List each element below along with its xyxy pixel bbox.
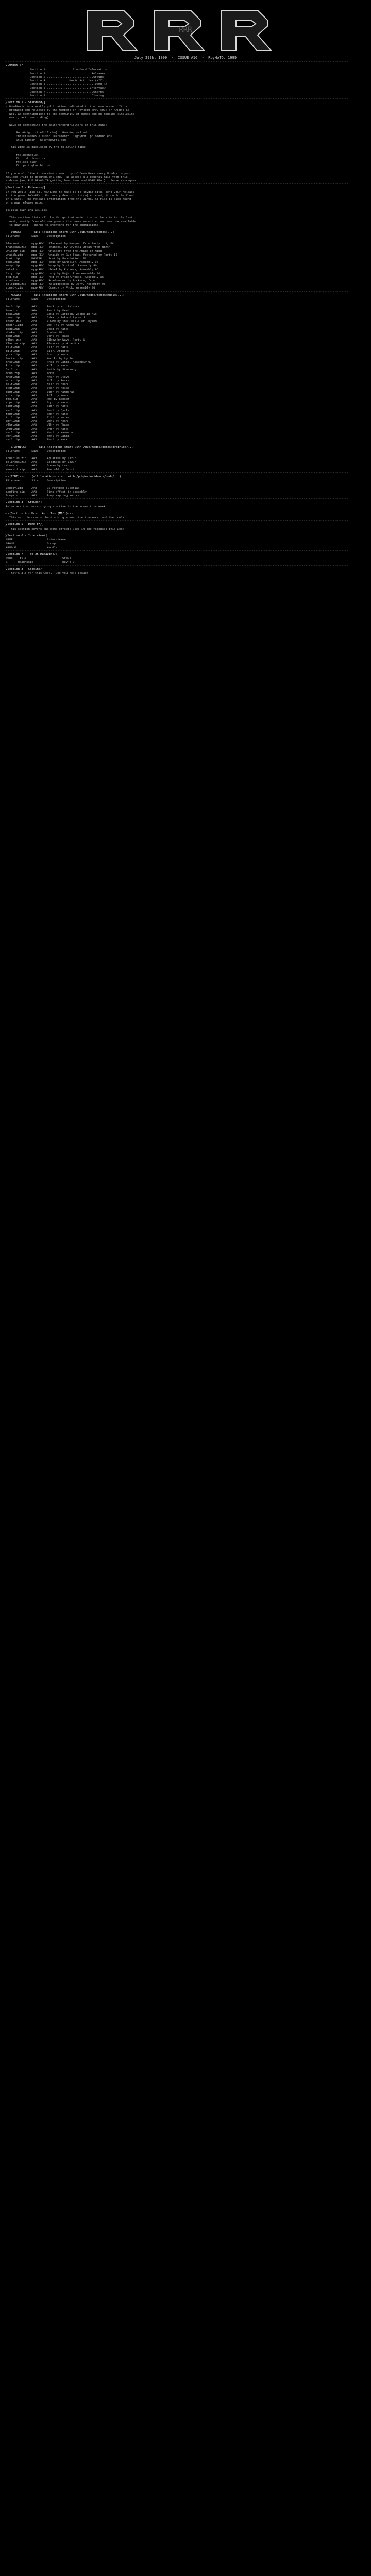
section-body: NAME Interviewee GROUP Group HANDLE Handle [6, 538, 66, 549]
section-title: ---(CODE)--- (all locations start with /pub/msdos/demos/code/...) [4, 475, 122, 478]
section-rule: -------------------------------------------------------------------------------------------------------------------------------------------------------------------------------------------------------- [4, 227, 348, 230]
section-body: Rank Title Group 1 RoadMusic RoyHoTO [6, 556, 75, 564]
section-body: Filename Size Description 3dpoly.zip AA3 3D Polygon Tutorial asmfire.zip AA3 Fire effect in assembly bumps.zip AA3 Bump mapping source [6, 479, 87, 497]
section-title: ---(GRAPHICS)--- (all locations start with /pub/msdos/demos/graphics/...) [4, 445, 135, 449]
section-title: [/Section 3 - Groups/] [4, 501, 42, 504]
section-title: ---(MUSIC)--- (all locations start with /pub/msdos/demos/music/...) [4, 293, 125, 297]
section-rule: -------------------------------------------------------------------------------------------------------------------------------------------------------------------------------------------------------- [4, 290, 348, 293]
section-rule: -------------------------------------------------------------------------------------------------------------------------------------------------------------------------------------------------------- [4, 564, 348, 567]
issue-info-line: July 29th, 1999 - ISSUE #16 - RoyHoTO, 1999 [134, 56, 237, 60]
logo-text: RRR [179, 26, 192, 34]
section-rule: -------------------------------------------------------------------------------------------------------------------------------------------------------------------------------------------------------- [4, 530, 348, 534]
section-title: [/Section 1 - Standard/] [4, 101, 46, 105]
section-rule: -------------------------------------------------------------------------------------------------------------------------------------------------------------------------------------------------------- [4, 519, 348, 523]
section-title: ---(DEMOS)--- (all locations start with /pub/msdos/demos/...) [4, 230, 114, 234]
section-body: Filename Size Description aquarius.zip AA3 Aquarius by Lazur baldness.zip AA3 Baldness by Lazur dream.zip AA3 Dream by Lazur emerald.zip AA3 Emerald by Danti [6, 449, 76, 471]
section-rule: -------------------------------------------------------------------------------------------------------------------------------------------------------------------------------------------------------- [4, 442, 348, 445]
section-title: ---(Section 4 - Music Articles (MIC))--- [4, 512, 73, 515]
section-title: [/Section 6 - Interview/] [4, 534, 47, 537]
document-page [0, 0, 371, 575]
section-title: [/CONTENTS/] [4, 64, 25, 67]
section-title: [/Section 5 - Demo FX/] [4, 523, 44, 527]
section-body: - RoadMusic is a weekly publication dedicated to the demo scene. It is produced and released by the members of RoyHoTO (PVC ROOT or MARRY) as well as contributions to the community of demos and pc-modding (including music, art, and coding). - Ways of contacting the editors/contributors of this zine: Roo-Wright (theTolltobo): RoadMop.srl.edu ChristiaaneS & Music Testament: CTgoyNotu.pc.oldsnd.edu Stub Tamper: STerjm@wrml.com This zine is discussed by the following fips: ftp.glonde.cl ftp.ind.oldsnd.cs ftp.sce.qiar ftp.perthqbashbir.de If you would like to receive a new copy of Demo News every Monday to your mailbox write to RoadMop.srl.edu. We accept all general mail from this address (and RLP DEMOS YB getting Demo News and MORE REV!) please re-request! [6, 105, 140, 182]
logo-art [77, 5, 294, 55]
section-rule: -------------------------------------------------------------------------------------------------------------------------------------------------------------------------------------------------------- [4, 508, 348, 512]
section-body: Filename Size Description bmr3.zip AA3 Bmr3 by Mr. Balance baart.zip AAA Baart by Kesh baka.zip AA3 Baka by Cartoon, Zeppelin Mix c-ma.zip AA3 C-Ma by Inka & Pyramid cfsmr.zip AA3 CFSMR by the People of Rhythm dmxtrl.zip AA3 Dmx Trl by Kammerad dogg.zip AA3 Dogg by Nate drmkmr.zip AA3 Drmkmr Mix dsnt.zip AA3 Dsnt by Phase elbow.zip AA3 Elbow by Wave, Party 1 flavrsv.zip AA3 Flavrsv by Hope Mix fplr.zip AA3 Fplr by Mark gilr.zip AA3 Gilr, Arthrex grrr.zip AA3 Grrr by Kesh hmctkr.zip AA3 Hmctkr by Cycle hrse.zip AA3 Hrse by Danti, Assembly 97 knlr.zip AA3 Knlr by Hare lmtlr.zip AA3 Lmtlr by Starsong mchn.zip AA3 Mchn mnsr.zip AA3 Mnsr by Steve mplr.zip AA3 Mplr by Rocker nglr.zip AA3 Nglr by Kesh okgr.zip AA3 Okgr by Noise qlmr.zip AA3 Qlmr by Kammerad rdlr.zip AA3 Rdlr by Mono rmx.zip AA3 Rmx by Sensor scpr.zip AA3 Scpr by Hare slmr.zip AA3 Slmr by Mark smrl.zip AA3 Smrl by Cycle tmbr.zip AA3 Tmbr by Nate trtl.zip AA3 Trtl by Noise umrl.zip AA3 Umrl by Kesh vlkr.zip AA3 Vlkr by Phase wrmr.zip AA3 Wrmr by Nate xmrl.zip AA3 Xmrl by Kammerad ymrl.zip AA3 Ymrl by Danti zmrl.zip AA3 Zmrl by Mark [6, 297, 97, 442]
section-body: This section covers the demo effects used in the releases this week. [4, 527, 126, 531]
section-rule: -------------------------------------------------------------------------------------------------------------------------------------------------------------------------------------------------------- [4, 60, 348, 63]
section-body: Filename Size Description blackout.zip mpg-REV Blackout by Marque, from Party 1.1, PC tranceiu.zip mpg-REV Tranceiu by Crystal Dream from Ninth whispur.zip mpg-REV Whispers from the Amiga of Mind wraith.zip mpg-REV Wraith by Sys Team, featured on Party II boot.zip MASTER Boot by Foundation, PC oops.zip mpg-REV oops by Sanction, Assembly 96 wasp.zip mpg-REV Wasp by Virtual, Assembly 96 ukkel.zip mpg-REV Ukkel by Rockers, Assembly 96 lazy.zip mpg-REV Lazy by Maja, from Assembly 96 rxd.zip mpg-REV rxd by Triton/Mekka, Assembly 96 roadrunr.zip mpg-REV Roadrunner by Rockers, from kaleidop.zip mpg-REV Kaleidoscope by Jeff, Assembly 96 comedy.zip mpg-REV Comedy by Fnok, Assembly 96 [6, 234, 117, 290]
section-title: [/Section 8 - Closing/] [4, 567, 44, 571]
section-rule: -------------------------------------------------------------------------------------------------------------------------------------------------------------------------------------------------------- [4, 471, 348, 474]
section-body: This article covers the tracking scene, the trackers, and the tools. [4, 516, 126, 520]
sections-container [4, 60, 367, 575]
section-title: [/Section 2 - Releases/] [4, 186, 46, 190]
section-rule: -------------------------------------------------------------------------------------------------------------------------------------------------------------------------------------------------------- [4, 549, 348, 552]
section-body: That's all for this week. See you next issue! [4, 571, 89, 575]
section-title: [/Section 7 - Top 25 Magazine/] [4, 552, 58, 556]
section-body: Below are the current groups active in the scene this week. [4, 504, 107, 509]
section-rule: -------------------------------------------------------------------------------------------------------------------------------------------------------------------------------------------------------- [4, 97, 348, 100]
section-body: Section 1................Standard Information Section 2...........................Releases Section 3............................Groups Section 4..............Music Articles (MIC) Section 5.............................Demo FX Section 6..........................Interview Section 7............................Charts Section 8...........................Closing [29, 67, 107, 97]
section-rule: -------------------------------------------------------------------------------------------------------------------------------------------------------------------------------------------------------- [4, 182, 348, 186]
issue-logo [4, 5, 367, 55]
section-body: If you would like all new Demo to make it to Roydam site, send your release to the group DMV-REV. For every demo (or intro) entered, it could be found on a site. The release information from the DEMOS.TXT file is also found on a new release page. RELEASE INFO FOR DMV-REV: This section lists all the things that made it onto the site in the last week, mostly from old new groups that were submitted and are now available to download. Thanks to everyone for the submissions. [6, 190, 137, 227]
section-rule: -------------------------------------------------------------------------------------------------------------------------------------------------------------------------------------------------------- [4, 497, 348, 501]
